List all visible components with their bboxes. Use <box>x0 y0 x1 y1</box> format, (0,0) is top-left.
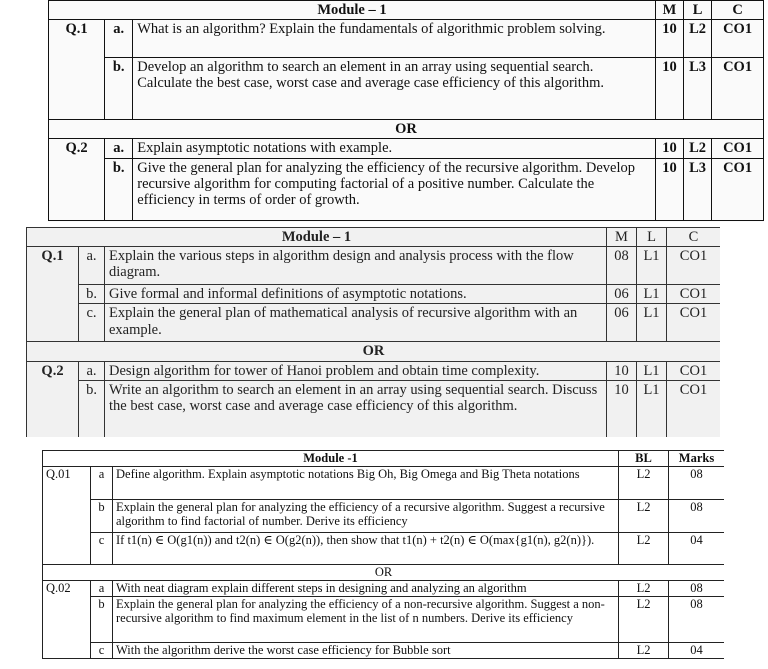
sub-question-label: c. <box>79 304 105 342</box>
co-value: CO1 <box>667 380 721 437</box>
sub-question-label: b <box>91 500 113 533</box>
question-number: Q.2 <box>49 139 105 220</box>
question-text: Give formal and informal definitions of asymptotic notations. <box>105 285 607 304</box>
question-number: Q.1 <box>49 20 105 120</box>
marks-value: 10 <box>655 20 683 58</box>
sub-question-label: b. <box>105 58 133 120</box>
bloom-level-value: L2 <box>619 581 669 597</box>
level-value: L2 <box>684 139 712 158</box>
marks-value: 04 <box>669 643 724 659</box>
sub-question-label: b. <box>105 158 133 220</box>
level-value: L1 <box>637 247 667 285</box>
marks-column-header: Marks <box>669 451 724 467</box>
bloom-level-value: L2 <box>619 467 669 500</box>
sub-question-label: a <box>91 467 113 500</box>
level-column-header: L <box>637 228 667 247</box>
marks-value: 06 <box>607 304 637 342</box>
marks-value: 08 <box>669 581 724 597</box>
bloom-level-value: L2 <box>619 500 669 533</box>
module-table-3 <box>42 450 724 659</box>
question-text: Explain the general plan for analyzing the efficiency of a recursive algorithm. Suggest a recursive algorithm to find factorial of number. Derive its efficiency <box>113 500 619 533</box>
question-text: Design algorithm for tower of Hanoi problem and obtain time complexity. <box>105 361 607 380</box>
sub-question-label: a. <box>79 247 105 285</box>
sub-question-label: b <box>91 597 113 643</box>
question-text: What is an algorithm? Explain the fundamentals of algorithmic problem solving. <box>133 20 656 58</box>
module-heading: Module -1 <box>43 451 619 467</box>
co-value: CO1 <box>667 304 721 342</box>
bloom-level-value: L2 <box>619 533 669 565</box>
or-separator: OR <box>49 120 764 139</box>
question-number: Q.1 <box>27 247 79 342</box>
co-value: CO1 <box>712 20 764 58</box>
sub-question-label: c <box>91 533 113 565</box>
question-paper-panel-2 <box>26 227 720 437</box>
marks-value: 06 <box>607 285 637 304</box>
sub-question-label: b. <box>79 285 105 304</box>
question-text: Define algorithm. Explain asymptotic notations Big Oh, Big Omega and Big Theta notations <box>113 467 619 500</box>
marks-value: 10 <box>607 380 637 437</box>
level-value: L1 <box>637 361 667 380</box>
question-paper-panel-1 <box>48 0 764 222</box>
marks-value: 10 <box>607 361 637 380</box>
level-value: L1 <box>637 380 667 437</box>
question-text: With neat diagram explain different steps in designing and analyzing an algorithm <box>113 581 619 597</box>
co-column-header: C <box>667 228 721 247</box>
sub-question-label: a <box>91 581 113 597</box>
question-text: Write an algorithm to search an element in an array using sequential search. Discuss the best case, worst case and average case efficiency of this algorithm. <box>105 380 607 437</box>
marks-value: 10 <box>655 158 683 220</box>
co-value: CO1 <box>712 139 764 158</box>
co-value: CO1 <box>712 158 764 220</box>
marks-value: 10 <box>655 139 683 158</box>
marks-value: 08 <box>669 597 724 643</box>
level-column-header: L <box>684 1 712 20</box>
co-value: CO1 <box>667 361 721 380</box>
or-separator: OR <box>43 565 725 581</box>
level-value: L2 <box>684 20 712 58</box>
question-text: If t1(n) ∈ O(g1(n)) and t2(n) ∈ O(g2(n)), then show that t1(n) + t2(n) ∈ O(max{g1(n), g2(n)}). <box>113 533 619 565</box>
module-heading: Module – 1 <box>27 228 607 247</box>
bloom-level-column-header: BL <box>619 451 669 467</box>
question-number: Q.2 <box>27 361 79 437</box>
level-value: L3 <box>684 158 712 220</box>
question-text: Explain the various steps in algorithm design and analysis process with the flow diagram. <box>105 247 607 285</box>
co-value: CO1 <box>712 58 764 120</box>
sub-question-label: a. <box>105 139 133 158</box>
question-paper-panel-3 <box>42 450 724 669</box>
sub-question-label: b. <box>79 380 105 437</box>
module-table-2 <box>26 227 720 437</box>
module-heading: Module – 1 <box>49 1 656 20</box>
marks-value: 08 <box>607 247 637 285</box>
question-text: Explain asymptotic notations with example. <box>133 139 656 158</box>
marks-value: 08 <box>669 467 724 500</box>
sub-question-label: a. <box>79 361 105 380</box>
level-value: L1 <box>637 285 667 304</box>
question-text: Give the general plan for analyzing the efficiency of the recursive algorithm. Develop recursive algorithm for computing factorial of a positive number. Calculate the efficiency in terms of order of growth. <box>133 158 656 220</box>
bloom-level-value: L2 <box>619 597 669 643</box>
question-number: Q.02 <box>43 581 91 659</box>
question-number: Q.01 <box>43 467 91 565</box>
level-value: L1 <box>637 304 667 342</box>
marks-column-header: M <box>607 228 637 247</box>
marks-value: 08 <box>669 500 724 533</box>
bloom-level-value: L2 <box>619 643 669 659</box>
marks-column-header: M <box>655 1 683 20</box>
sub-question-label: c <box>91 643 113 659</box>
co-value: CO1 <box>667 285 721 304</box>
co-column-header: C <box>712 1 764 20</box>
question-text: Develop an algorithm to search an element in an array using sequential search. Calculate the best case, worst case and average case efficiency of this algorithm. <box>133 58 656 120</box>
marks-value: 10 <box>655 58 683 120</box>
sub-question-label: a. <box>105 20 133 58</box>
question-text: With the algorithm derive the worst case efficiency for Bubble sort <box>113 643 619 659</box>
or-separator: OR <box>27 342 721 361</box>
co-value: CO1 <box>667 247 721 285</box>
question-text: Explain the general plan of mathematical analysis of recursive algorithm with an example. <box>105 304 607 342</box>
module-table-1 <box>48 0 764 221</box>
question-text: Explain the general plan for analyzing the efficiency of a non-recursive algorithm. Suggest a non-recursive algorithm to find maximum element in the list of n numbers. Derive its efficiency <box>113 597 619 643</box>
level-value: L3 <box>684 58 712 120</box>
marks-value: 04 <box>669 533 724 565</box>
